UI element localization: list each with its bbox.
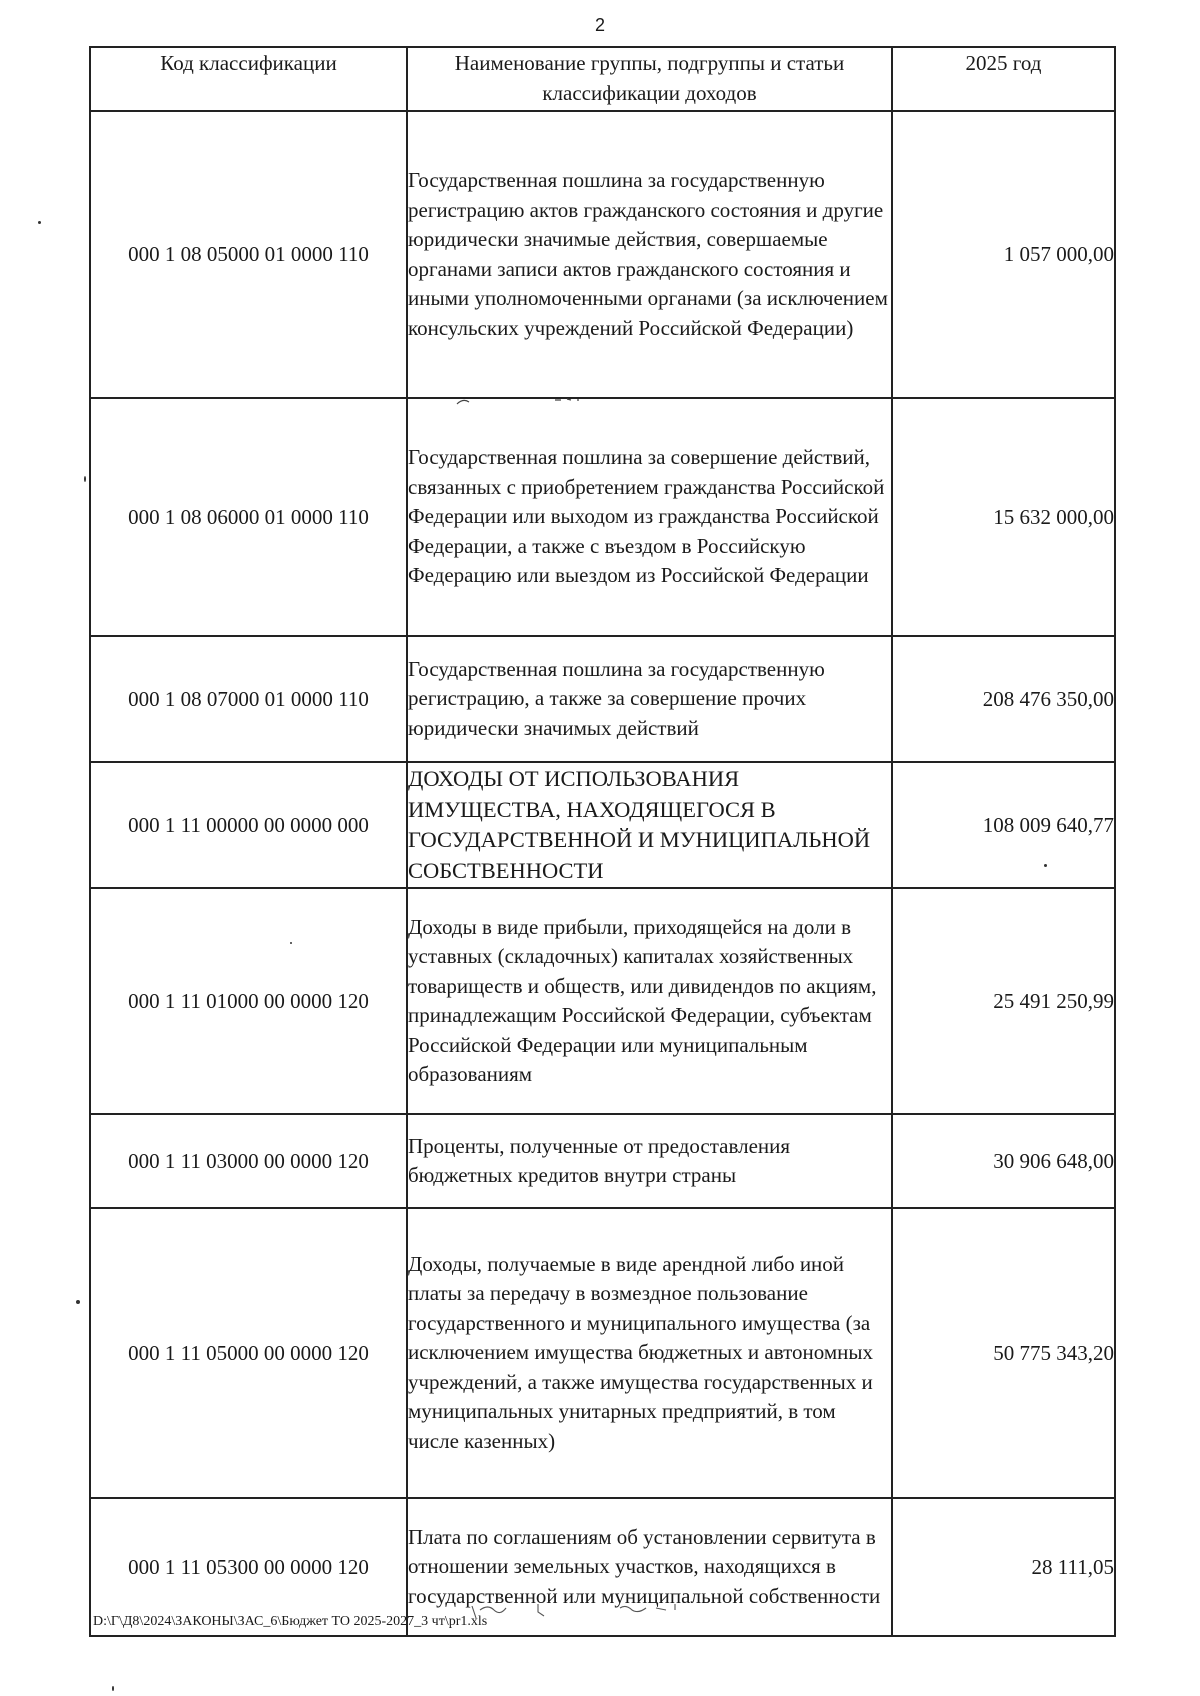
- scan-speck: [112, 1686, 114, 1691]
- row-code: 000 1 08 07000 01 0000 110: [90, 636, 407, 762]
- row-code: 000 1 08 06000 01 0000 110: [90, 398, 407, 636]
- table-row: [90, 111, 1115, 398]
- scan-speck: [1044, 864, 1047, 867]
- header-name: Наименование группы, подгруппы и статьи классификации доходов: [407, 47, 892, 111]
- row-name: Государственная пошлина за государственную регистрацию актов гражданского состояния и другие юридически значимые действия, совершаемые органами записи актов гражданского состояния и иными уполномоченными органами (за исключением консульских учреждений Российской Федерации): [407, 111, 892, 398]
- page-number: 2: [594, 15, 605, 35]
- row-name: Плата по соглашениям об установлении сервитута в отношении земельных участков, находящихся в государственной или муниципальной собственности: [407, 1498, 892, 1636]
- table-row: [90, 1114, 1115, 1208]
- row-amount: 108 009 640,77: [892, 762, 1115, 888]
- scan-scribble: [470, 1600, 710, 1624]
- row-amount: 50 775 343,20: [892, 1208, 1115, 1498]
- table-row: [90, 762, 1115, 888]
- row-code: 000 1 11 03000 00 0000 120: [90, 1114, 407, 1208]
- table-row: [90, 398, 1115, 636]
- row-amount: 25 491 250,99: [892, 888, 1115, 1114]
- row-code: 000 1 11 05000 00 0000 120: [90, 1208, 407, 1498]
- row-amount: 208 476 350,00: [892, 636, 1115, 762]
- row-name: Доходы, получаемые в виде арендной либо иной платы за передачу в возмездное пользование государственного и муниципального имущества (за исключением имущества бюджетных и автономных учреждений, а также имущества государственных и муниципальных унитарных предприятий, в том числе казенных): [407, 1208, 892, 1498]
- scan-speck: [76, 1300, 80, 1304]
- table-row: [90, 888, 1115, 1114]
- table-row: [90, 1208, 1115, 1498]
- scan-speck: [290, 942, 292, 944]
- scan-speck: [38, 221, 41, 224]
- row-amount: 30 906 648,00: [892, 1114, 1115, 1208]
- table-row: [90, 636, 1115, 762]
- row-name: Доходы в виде прибыли, приходящейся на доли в уставных (складочных) капиталах хозяйственных товариществ и обществ, или дивидендов по акциям, принадлежащим Российской Федерации, субъектам Российской Федерации или муниципальным образованиям: [407, 888, 892, 1114]
- header-code: Код классификации: [90, 47, 407, 111]
- row-code: 000 1 11 01000 00 0000 120: [90, 888, 407, 1114]
- header-year: 2025 год: [892, 47, 1115, 111]
- scan-scribble: [455, 396, 605, 410]
- row-name: Проценты, полученные от предоставления бюджетных кредитов внутри страны: [407, 1114, 892, 1208]
- row-code: 000 1 11 00000 00 0000 000: [90, 762, 407, 888]
- scan-speck: [84, 476, 86, 482]
- row-name: Государственная пошлина за государственную регистрацию, а также за совершение прочих юридически значимых действий: [407, 636, 892, 762]
- row-amount: 15 632 000,00: [892, 398, 1115, 636]
- row-code: 000 1 11 05300 00 0000 120: [90, 1498, 407, 1636]
- table-header-row: [90, 47, 1115, 111]
- row-name: Государственная пошлина за совершение действий, связанных с приобретением гражданства Российской Федерации или выходом из гражданства Российской Федерации, а также с въездом в Российскую Федерацию или выездом из Российской Федерации: [407, 398, 892, 636]
- row-amount: 1 057 000,00: [892, 111, 1115, 398]
- row-amount: 28 111,05: [892, 1498, 1115, 1636]
- row-name: ДОХОДЫ ОТ ИСПОЛЬЗОВАНИЯ ИМУЩЕСТВА, НАХОДЯЩЕГОСЯ В ГОСУДАРСТВЕННОЙ И МУНИЦИПАЛЬНОЙ СОБСТВЕННОСТИ: [407, 762, 892, 888]
- row-code: 000 1 08 05000 01 0000 110: [90, 111, 407, 398]
- file-path-footer: D:\Г\Д8\2024\ЗАКОНЫ\ЗАС_6\Бюджет ТО 2025-2027_3 чт\pr1.xls: [93, 1614, 488, 1629]
- income-classification-table: [89, 46, 1116, 1637]
